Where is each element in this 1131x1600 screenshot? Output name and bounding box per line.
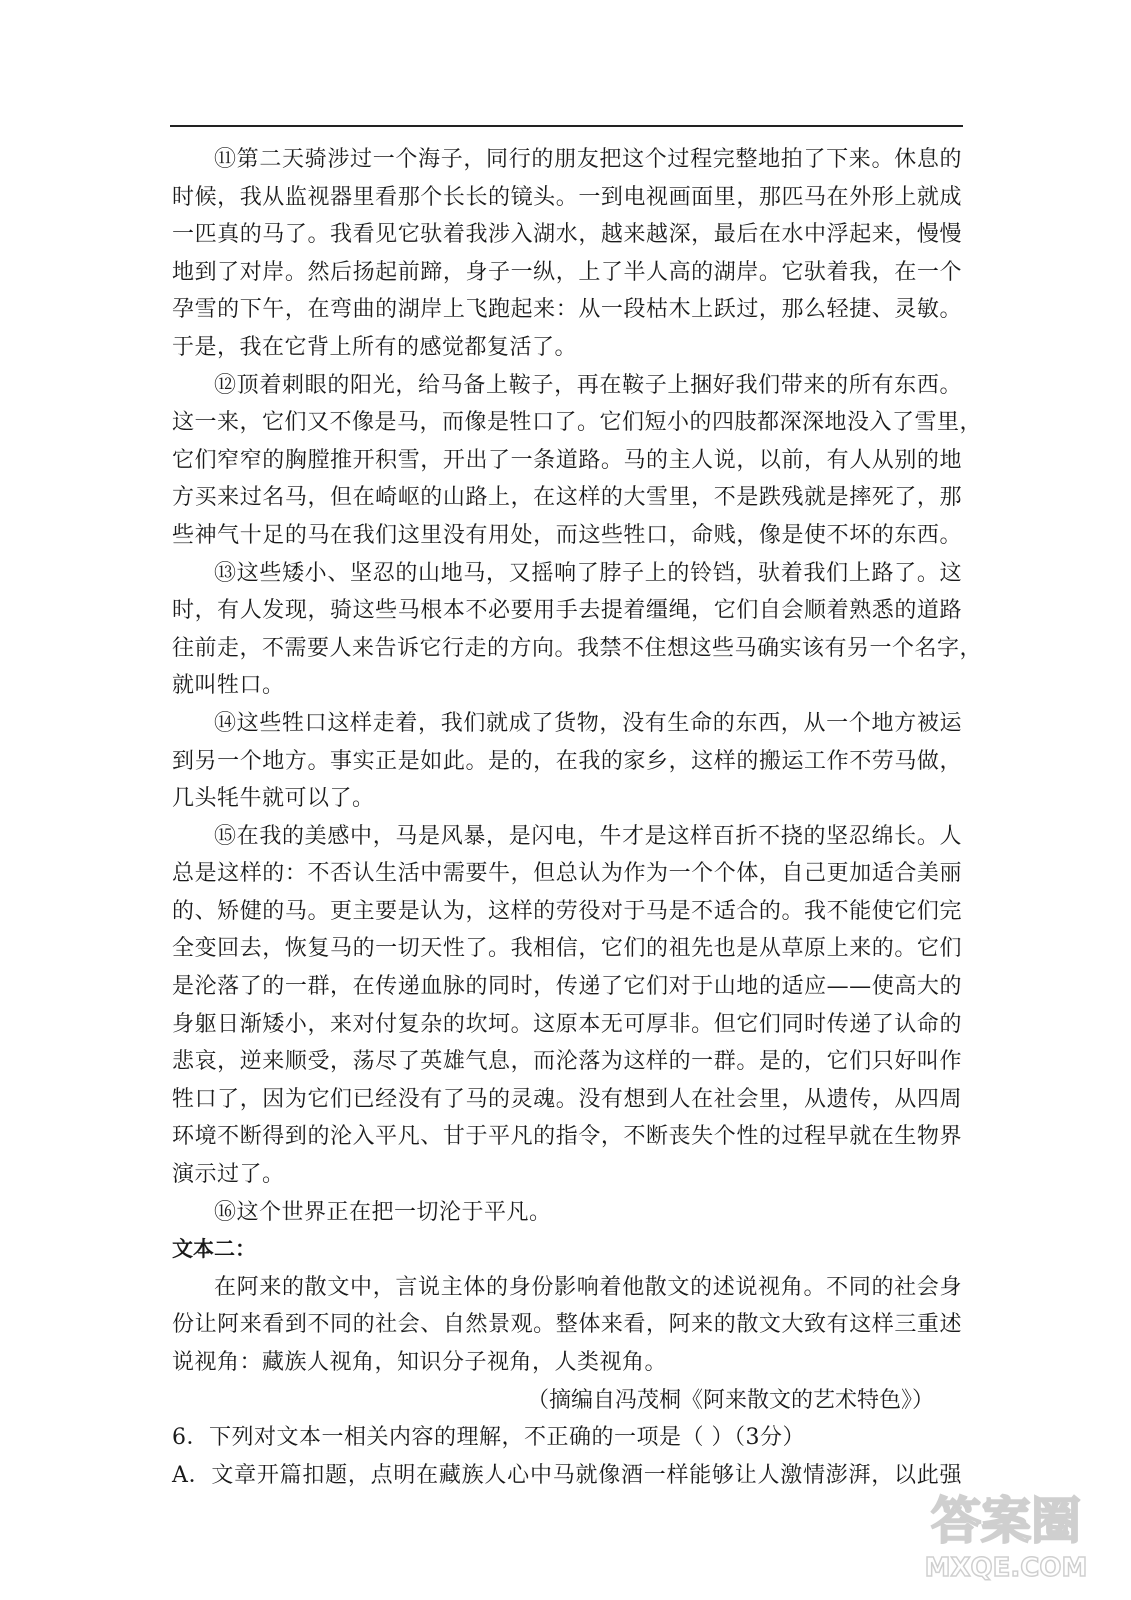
text-line: 身躯日渐矮小，来对付复杂的坎坷。这原本无可厚非。但它们同时传递了认命的: [172, 1011, 962, 1037]
text-line: 的、矫健的马。更主要是认为，这样的劳役对于马是不适合的。我不能使它们完: [172, 898, 962, 924]
text-line: 些神气十足的马在我们这里没有用处，而这些牲口，命贱，像是使不坏的东西。: [172, 522, 962, 548]
text-line: 一匹真的马了。我看见它驮着我涉入湖水，越来越深，最后在水中浮起来，慢慢: [172, 222, 962, 248]
text-line: 悲哀，逆来顺受，荡尽了英雄气息，而沦落为这样的一群。是的，它们只好叫作: [172, 1049, 962, 1075]
paragraph-13: [172, 555, 983, 705]
option-a: A．文章开篇扣题，点明在藏族人心中马就像酒一样能够让人激情澎湃，以此强: [172, 1462, 962, 1488]
text-line: 是沦落了的一群，在传递血脉的同时，传递了它们对于山地的适应——使高大的: [172, 974, 962, 1000]
text-line: 演示过了。: [172, 1162, 285, 1188]
text-line: 它们窄窄的胸膛推开积雪，开出了一条道路。马的主人说，以前，有人从别的地: [172, 447, 962, 473]
question-6: [172, 1419, 962, 1494]
paragraph-11: [172, 141, 962, 367]
watermark-text-bottom: MXQE.COM: [924, 1553, 1088, 1583]
text-line: ⑭这些牲口这样走着，我们就成了货物，没有生命的东西，从一个地方被运: [214, 710, 962, 736]
paragraph-15: [172, 818, 962, 1194]
text-line: 份让阿来看到不同的社会、自然景观。整体来看，阿来的散文大致有这样三重述: [172, 1312, 962, 1338]
watermark-text-top: 答案圈: [931, 1492, 1081, 1550]
text-line: 这一来，它们又不像是马，而像是牲口了。它们短小的四肢都深深地没入了雪里，: [172, 410, 983, 436]
text-line: ⑪第二天骑涉过一个海子，同行的朋友把这个过程完整地拍了下来。休息的: [214, 147, 962, 172]
text-line: 全变回去，恢复马的一切天性了。我相信，它们的祖先也是从草原上来的。它们: [172, 936, 962, 962]
text-line: 到另一个地方。事实正是如此。是的，在我的家乡，这样的搬运工作不劳马做，: [172, 748, 962, 774]
text-line: 环境不断得到的沦入平凡、甘于平凡的指令，不断丧失个性的过程早就在生物界: [172, 1124, 962, 1150]
text-line: 说视角：藏族人视角，知识分子视角，人类视角。: [172, 1350, 668, 1375]
text-line: 在阿来的散文中，言说主体的身份影响着他散文的述说视角。不同的社会身: [214, 1274, 962, 1300]
text-line: 时，有人发现，骑这些马根本不必要用手去提着缰绳，它们自会顺着熟悉的道路: [172, 598, 962, 624]
text-line: 总是这样的：不否认生活中需要牛，但总认为作为一个个体，自己更加适合美丽: [172, 861, 962, 887]
text2-section: [172, 1231, 962, 1419]
question-stem: 6．下列对文本一相关内容的理解，不正确的一项是（ ）（3分）: [172, 1425, 805, 1451]
text2-heading: 文本二：: [172, 1237, 256, 1262]
text-line: ⑫顶着刺眼的阳光，给马备上鞍子，再在鞍子上捆好我们带来的所有东西。: [214, 372, 962, 398]
paragraph-14: [172, 705, 962, 818]
text-line: ⑮在我的美感中，马是风暴，是闪电，牛才是这样百折不挠的坚忍绵长。人: [214, 823, 962, 849]
text-line: ⑬这些矮小、坚忍的山地马，又摇响了脖子上的铃铛，驮着我们上路了。这: [214, 560, 962, 586]
text-line: 方买来过名马，但在崎岖的山路上，在这样的大雪里，不是跌残就是摔死了，那: [172, 485, 962, 511]
text-line: 就叫牲口。: [172, 673, 285, 699]
text-line: 牲口了，因为它们已经没有了马的灵魂。没有想到人在社会里，从遗传，从四周: [172, 1086, 962, 1112]
watermark-logo: [921, 1476, 1091, 1586]
text-line: 孕雪的下午，在弯曲的湖岸上飞跑起来：从一段枯木上跃过，那么轻捷、灵敏。: [172, 297, 962, 323]
source-citation: （摘编自冯茂桐《阿来散文的艺术特色》）: [526, 1387, 934, 1413]
text-line: 往前走，不需要人来告诉它行走的方向。我禁不住想这些马确实该有另一个名字，: [172, 635, 983, 661]
document-body: [172, 141, 983, 1494]
paragraph-16: [172, 1194, 962, 1232]
paragraph-12: [172, 367, 983, 555]
text-line: 地到了对岸。然后扬起前蹄，身子一纵，上了半人高的湖岸。它驮着我，在一个: [172, 259, 962, 285]
text-line: 于是，我在它背上所有的感觉都复活了。: [172, 334, 578, 360]
text-line: ⑯这个世界正在把一切沦于平凡。: [214, 1199, 552, 1225]
top-rule: [170, 125, 963, 127]
text-line: 时候，我从监视器里看那个长长的镜头。一到电视画面里，那匹马在外形上就成: [172, 184, 962, 210]
text-line: 几头牦牛就可以了。: [172, 786, 375, 812]
